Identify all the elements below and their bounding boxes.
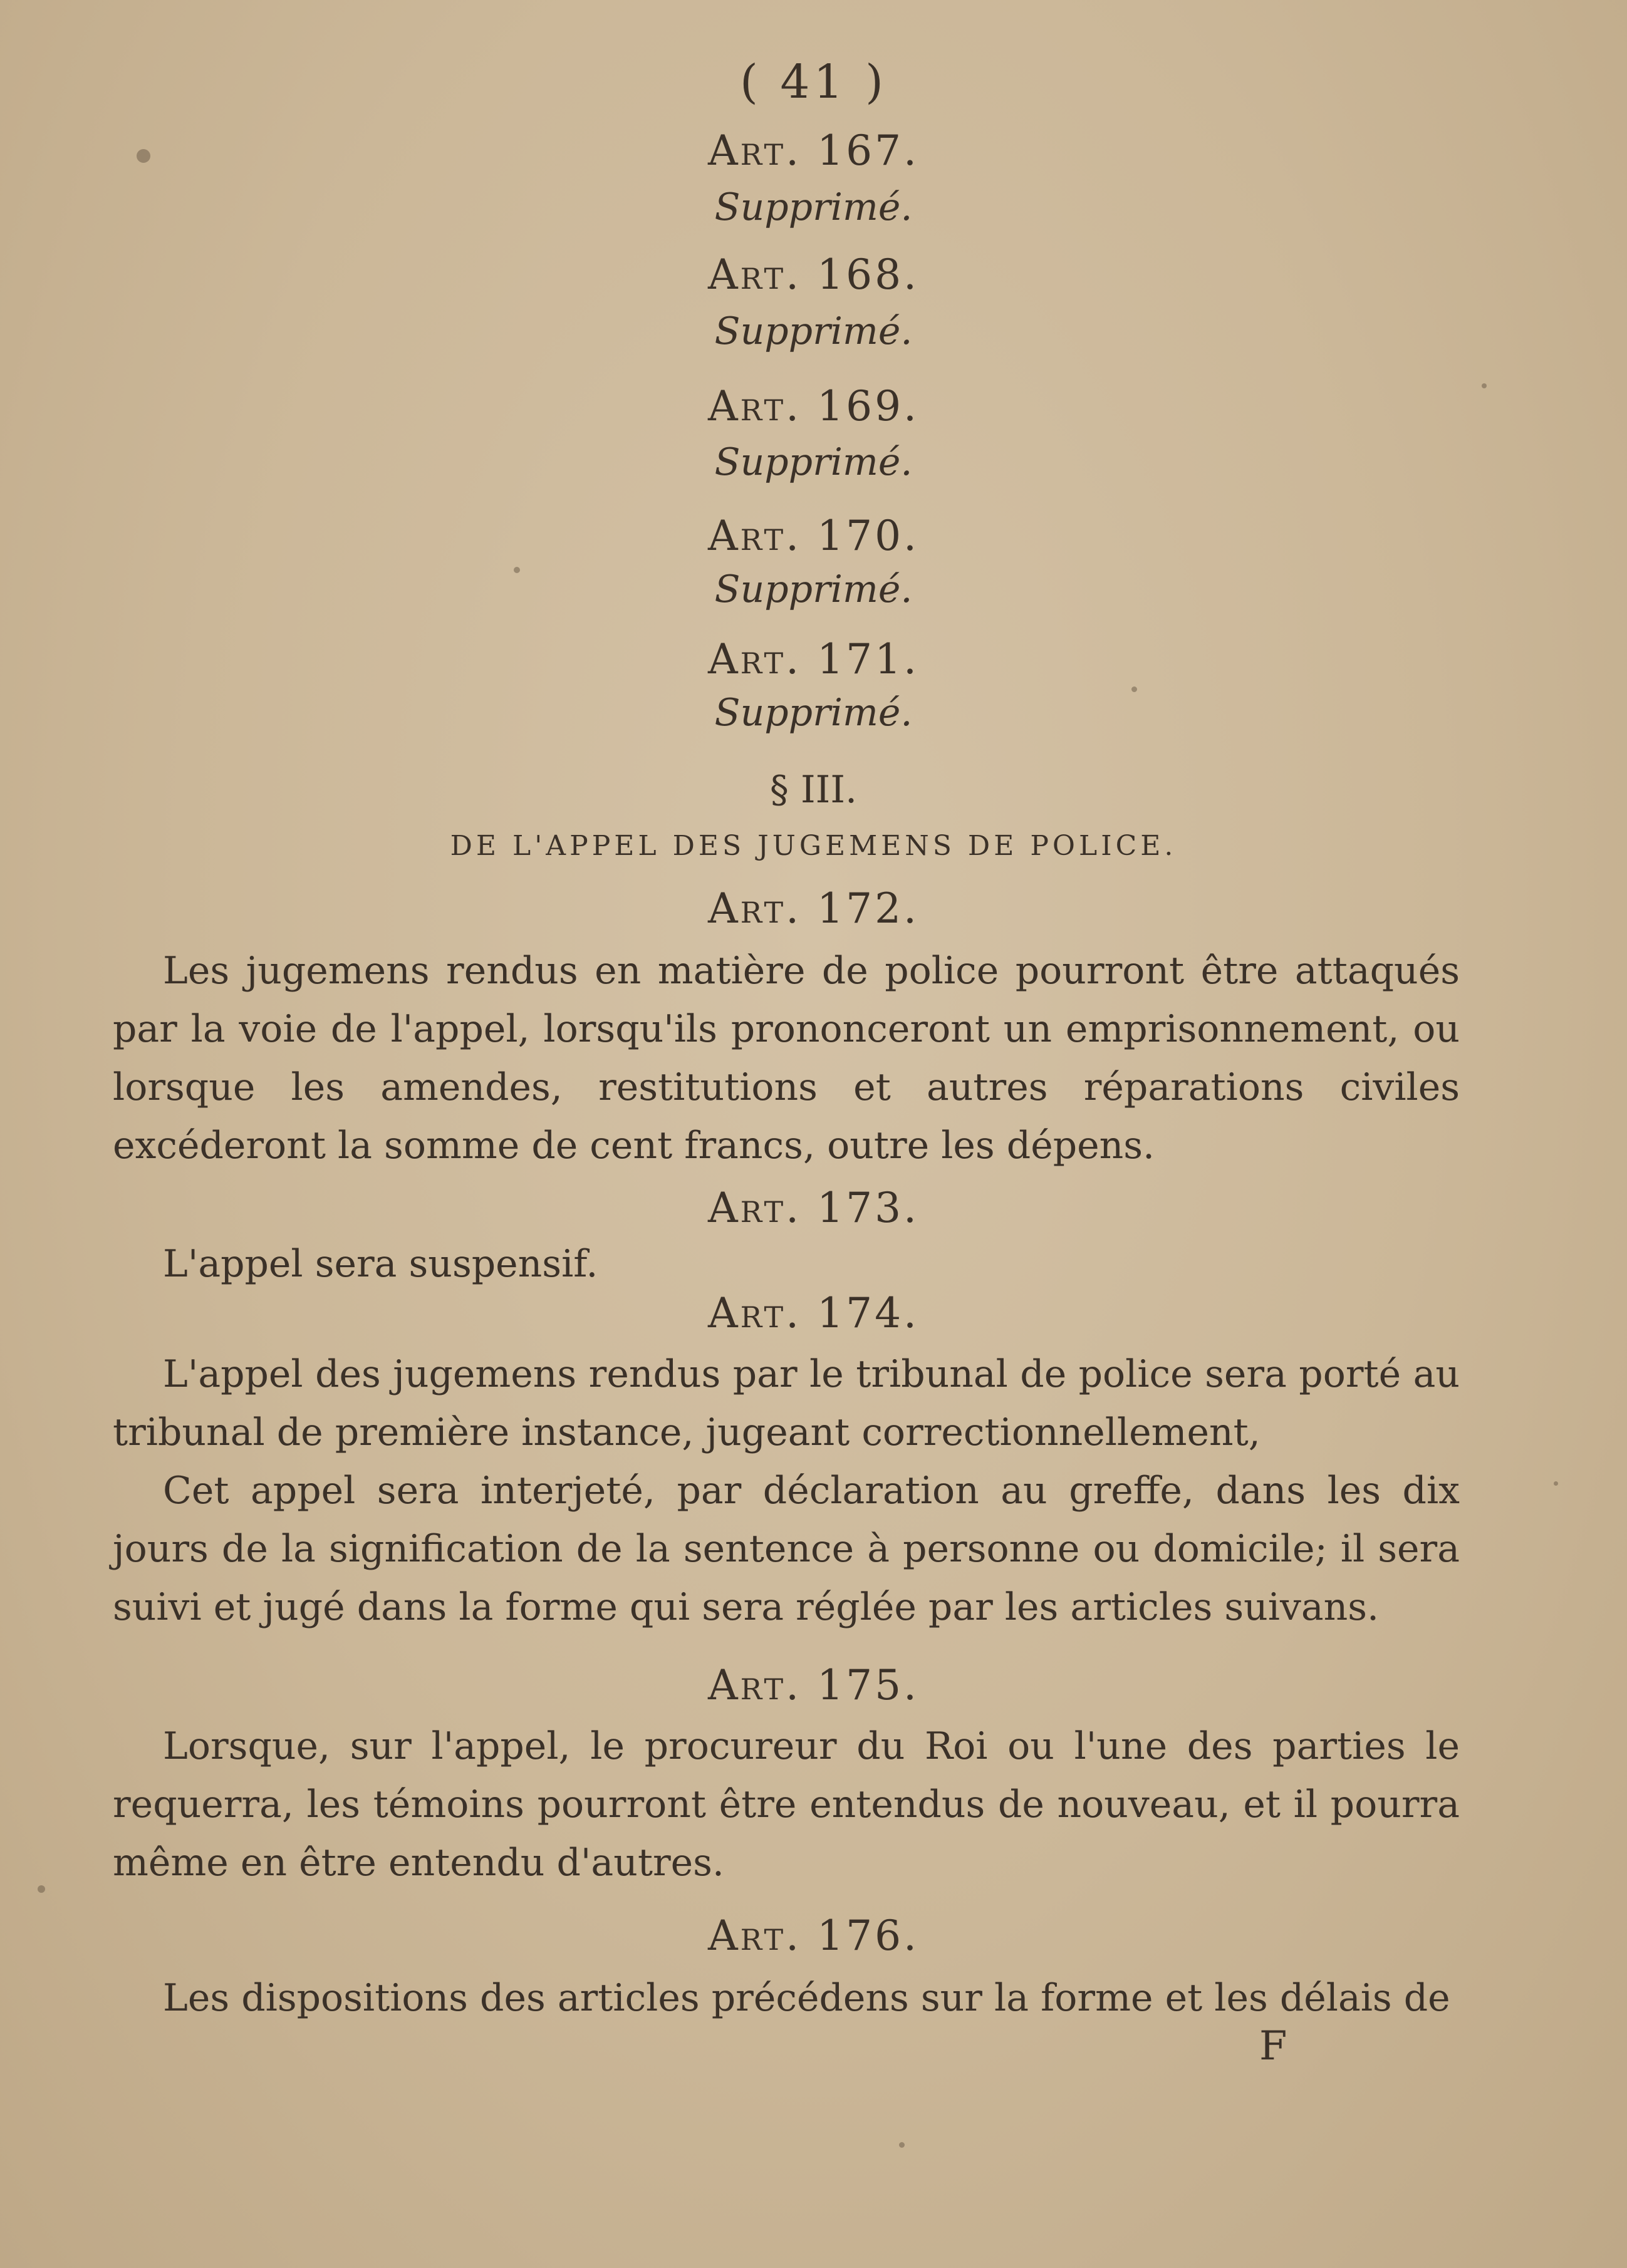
article-text: Supprimé.	[714, 691, 913, 735]
section-title: DE L'APPEL DES JUGEMENS DE POLICE.	[450, 830, 1177, 862]
page-number: ( 41 )	[740, 55, 887, 109]
article-paragraph: Les dispositions des articles précédens sur la forme et les délais de	[163, 1976, 1450, 2020]
article-heading: Art. 174.	[707, 1289, 920, 1337]
article-text: Supprimé.	[714, 185, 913, 229]
paper-speck	[1554, 1481, 1558, 1486]
paper-speck	[38, 1885, 45, 1893]
article-heading: Art. 173.	[707, 1184, 920, 1232]
article-paragraph: Lorsque, sur l'appel, le procureur du Roi ou l'une des parties le requerra, les témoins pourront être entendus de nouveau, et il pourra même en être entendu d'autres.	[113, 1724, 1460, 1885]
article-heading: Art. 168.	[707, 251, 920, 299]
article-heading: Art. 176.	[707, 1912, 920, 1960]
article-heading: Art. 172.	[707, 884, 920, 933]
article-paragraph: L'appel sera suspensif.	[163, 1242, 598, 1286]
article-text: Supprimé.	[714, 309, 913, 353]
article-heading: Art. 167.	[707, 127, 920, 175]
paper-speck	[899, 2142, 905, 2148]
article-text: Supprimé.	[714, 440, 913, 484]
article-text: Supprimé.	[714, 567, 913, 611]
article-heading: Art. 170.	[707, 512, 920, 560]
article-paragraph: Les jugemens rendus en matière de police pourront être attaqués par la voie de l'appel, lorsqu'ils prononceront un emprisonnement, ou lorsque les amendes, restitutions et autres réparations civiles excéderont la somme de cent francs, outre les dépens.	[113, 949, 1460, 1168]
article-paragraph: L'appel des jugemens rendus par le tribunal de police sera porté au tribunal de première instance, jugeant correctionnellement,	[113, 1352, 1460, 1454]
article-heading: Art. 169.	[707, 382, 920, 430]
article-heading: Art. 175.	[707, 1661, 920, 1709]
section-number: § III.	[769, 768, 858, 812]
signature-mark: F	[1259, 2023, 1287, 2069]
article-heading: Art. 171.	[707, 635, 920, 683]
article-paragraph: Cet appel sera interjeté, par déclaration au greffe, dans les dix jours de la signification de la sentence à personne ou domicile; il sera suivi et jugé dans la forme qui sera réglée par les articles suivans.	[113, 1469, 1460, 1629]
